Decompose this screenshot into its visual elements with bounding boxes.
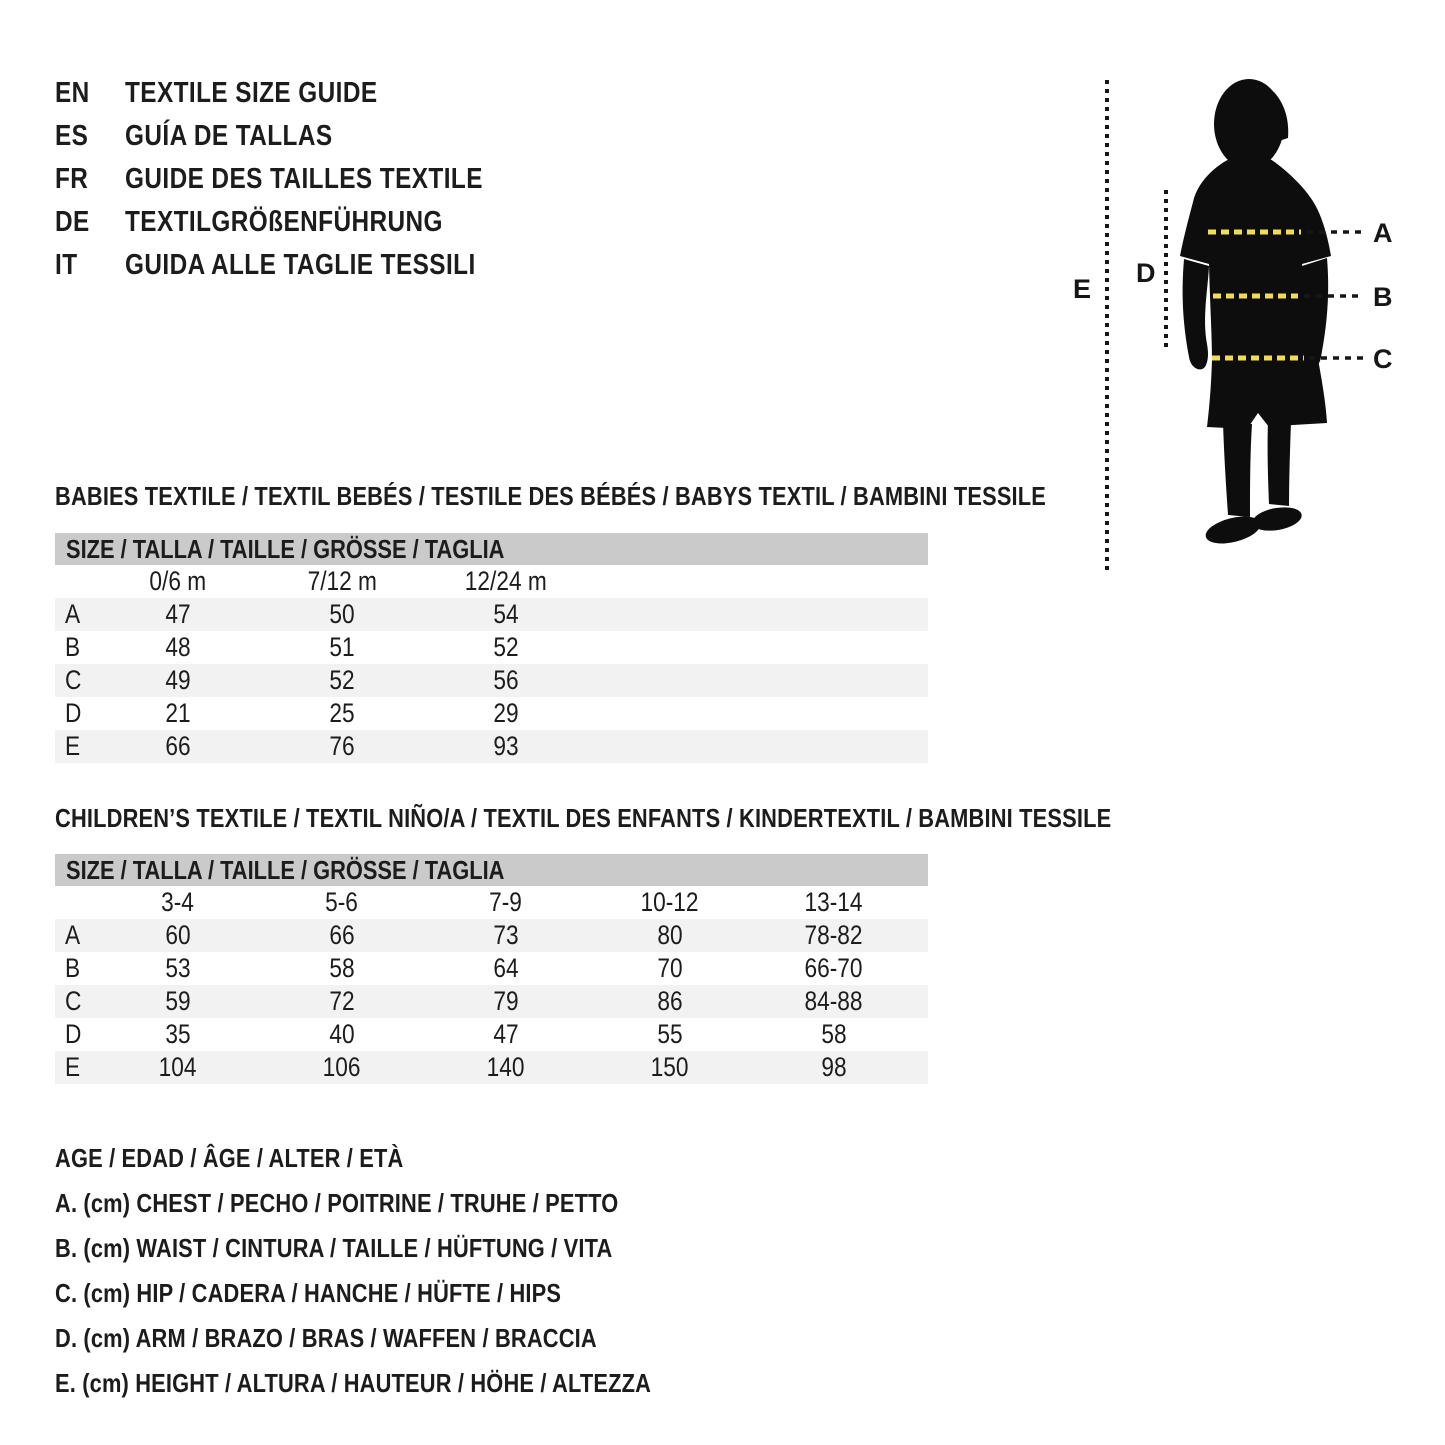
marker-label-c: C: [1373, 344, 1393, 374]
children-row-a: A 60 66 73 80 78-82: [55, 919, 928, 952]
lang-row-en: [55, 72, 551, 115]
legend-waist: B. (cm) WAIST / CINTURA / TAILLE / HÜFTUNG / VITA: [55, 1233, 613, 1263]
lang-row-de: [55, 201, 551, 244]
lang-title-fr: GUIDE DES TAILLES TEXTILE: [125, 163, 483, 195]
language-title-block: [55, 72, 551, 287]
marker-label-a: A: [1373, 218, 1393, 248]
child-silhouette: [1180, 79, 1331, 548]
lang-code-de: DE: [55, 206, 90, 238]
children-col-0: 3-4: [161, 887, 195, 917]
children-col-2: 7-9: [489, 887, 523, 917]
lang-title-de: TEXTILGRÖßENFÜHRUNG: [125, 206, 443, 238]
children-row-d: D 35 40 47 55 58: [65, 1019, 847, 1049]
marker-label-e: E: [1073, 274, 1092, 304]
babies-size-table: [55, 533, 928, 763]
babies-row-b: B 48 51 52: [65, 632, 519, 662]
babies-column-header-row: [55, 565, 928, 598]
measurement-legend: [55, 1136, 765, 1406]
legend-chest: A. (cm) CHEST / PECHO / POITRINE / TRUHE / PETTO: [55, 1188, 619, 1218]
lang-row-it: [55, 244, 551, 287]
children-col-3: 10-12: [640, 887, 700, 917]
lang-row-fr: [55, 158, 551, 201]
babies-row-a: A 47 50 54: [55, 598, 928, 631]
children-section-title: CHILDREN’S TEXTILE / TEXTIL NIÑO/A / TEXTIL DES ENFANTS / KINDERTEXTIL / BAMBINI TESSILE: [55, 803, 1112, 833]
marker-label-b: B: [1373, 282, 1393, 312]
marker-label-d: D: [1136, 258, 1156, 288]
babies-section-title: BABIES TEXTILE / TEXTIL BEBÉS / TESTILE DES BÉBÉS / BABYS TEXTIL / BAMBINI TESSILE: [55, 481, 1047, 511]
babies-row-d: D 21 25 29: [65, 698, 519, 728]
babies-col-0: 0/6 m: [149, 566, 207, 596]
babies-row-c: C 49 52 56: [55, 664, 928, 697]
children-col-4: 13-14: [804, 887, 864, 917]
lang-code-en: EN: [55, 77, 90, 109]
children-row-c: C 59 72 79 86 84-88: [55, 985, 928, 1018]
legend-arm: D. (cm) ARM / BRAZO / BRAS / WAFFEN / BRACCIA: [55, 1323, 597, 1353]
children-column-header-row: [55, 886, 928, 919]
babies-row-e: E 66 76 93: [55, 730, 928, 763]
lang-code-es: ES: [55, 120, 89, 152]
children-col-1: 5-6: [325, 887, 359, 917]
lang-row-es: [55, 115, 551, 158]
child-silhouette-diagram: [1050, 60, 1445, 600]
lang-code-it: IT: [55, 249, 78, 281]
babies-col-1: 7/12 m: [307, 566, 377, 596]
babies-col-2: 12/24 m: [465, 566, 547, 596]
children-row-e: E 104 106 140 150 98: [55, 1051, 928, 1084]
children-size-header-bar: SIZE / TALLA / TAILLE / GRÖSSE / TAGLIA: [55, 854, 928, 886]
lang-title-it: GUIDA ALLE TAGLIE TESSILI: [125, 249, 476, 281]
lang-title-es: GUÍA DE TALLAS: [125, 120, 333, 152]
legend-hip: C. (cm) HIP / CADERA / HANCHE / HÜFTE / HIPS: [55, 1278, 562, 1308]
legend-age: AGE / EDAD / ÂGE / ALTER / ETÀ: [55, 1143, 404, 1173]
lang-code-fr: FR: [55, 163, 89, 195]
legend-height: E. (cm) HEIGHT / ALTURA / HAUTEUR / HÖHE / ALTEZZA: [55, 1368, 652, 1398]
children-row-b: B 53 58 64 70 66-70: [65, 953, 864, 983]
lang-title-en: TEXTILE SIZE GUIDE: [125, 77, 378, 109]
measurement-figure: [1050, 60, 1445, 600]
children-size-table: [55, 854, 928, 1084]
babies-size-header-bar: SIZE / TALLA / TAILLE / GRÖSSE / TAGLIA: [55, 533, 928, 565]
